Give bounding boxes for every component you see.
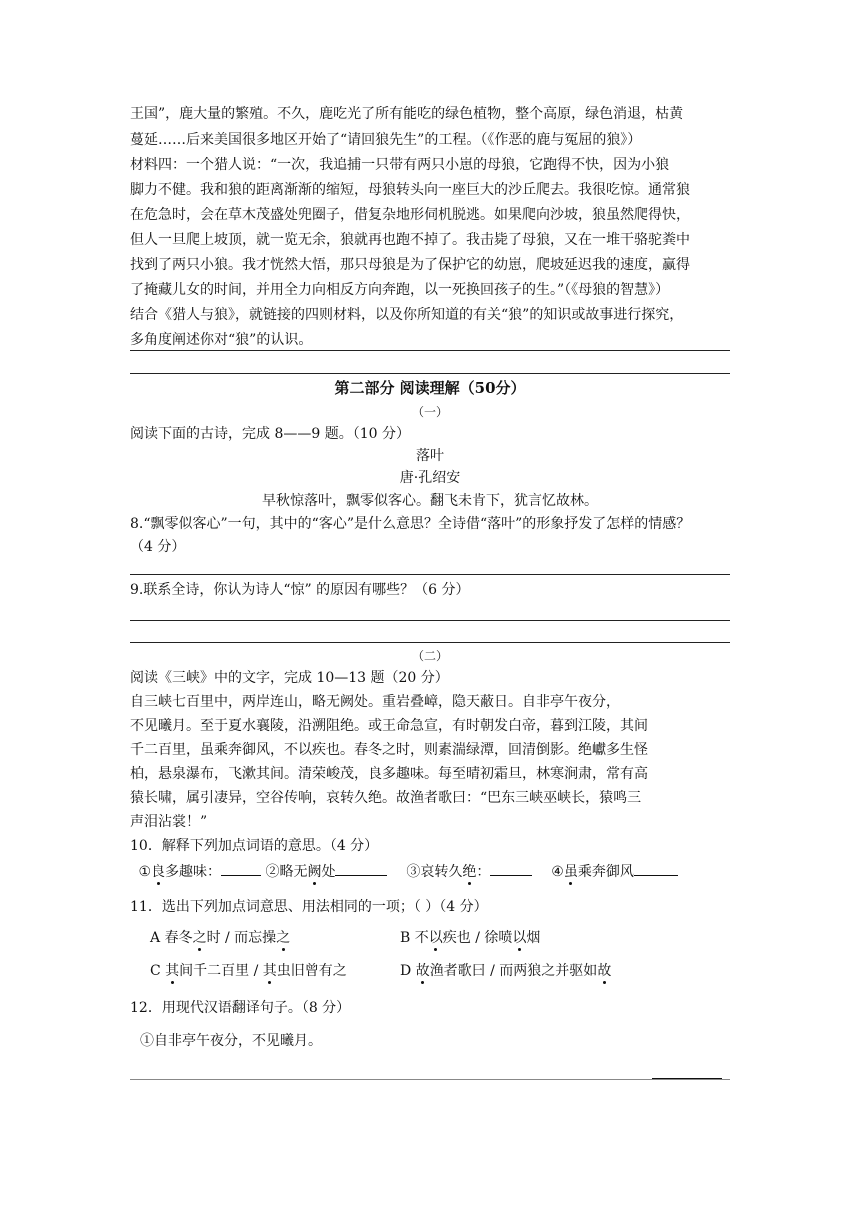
- passage-line: 自三峡七百里中，两岸连山，略无阙处。重岩叠嶂，隐天蔽日。自非亭午夜分，: [130, 694, 620, 710]
- option-label: A: [150, 930, 165, 946]
- q7-prompt-line2: 多角度阐述你对“狼”的认识。: [130, 332, 313, 348]
- answer-line: [130, 350, 730, 351]
- passage-line: 柏，悬泉瀑布，飞漱其间。清荣峻茂，良多趣味。每至晴初霜旦，林寒涧肃，常有高: [130, 766, 648, 782]
- material4-line: 了掩藏儿女的时间，并用全力向相反方向奔跑，以一死换回孩子的生。”（《母狼的智慧》）: [130, 282, 670, 298]
- option-text: 时 / 而忘操: [206, 930, 277, 946]
- option-text: 疾也 / 徐喷: [442, 930, 513, 946]
- option-label: C: [150, 963, 166, 979]
- q7-prompt-line1: 结合《猎人与狼》，就链接的四则材料，以及你所知道的有关“狼”的知识或故事进行探究，: [130, 307, 684, 323]
- q10-answer-blank-2[interactable]: [335, 861, 387, 876]
- dotted-char: 以: [512, 930, 527, 946]
- material3-line1: 王国”，鹿大量的繁殖。不久，鹿吃光了所有能吃的绿色植物，整个高原，绿色消退，枯黄: [130, 106, 684, 122]
- passage-line: 声泪沾裳！”: [130, 814, 208, 830]
- q10-item-num: ③: [406, 864, 421, 880]
- option-text: 渔者歌曰 / 而两狼之并驱如: [429, 963, 598, 979]
- dotted-char: 虽: [563, 864, 578, 880]
- q10-answer-blank-1[interactable]: [221, 861, 261, 876]
- section-2-intro: 阅读《三峡》中的文字，完成 10—13 题（20 分）: [130, 670, 449, 686]
- q11-option-b[interactable]: [400, 928, 540, 948]
- dotted-char: 之: [276, 930, 291, 946]
- passage-line: 千二百里，虽乘奔御风，不以疾也。春冬之时，则素湍绿潭，回清倒影。绝巘多生怪: [130, 742, 648, 758]
- answer-line[interactable]: [130, 1079, 730, 1080]
- option-label: D: [400, 963, 416, 979]
- q10-item-text: 处: [321, 864, 336, 880]
- q11-stem: 11．选出下列加点词意思、用法相同的一项；（ ）（4 分）: [130, 899, 488, 915]
- material4-line: 脚力不健。我和狼的距离渐渐的缩短，母狼转头向一座巨大的沙丘爬去。我很吃惊。通常狼: [130, 182, 690, 198]
- dotted-char: 以: [428, 930, 443, 946]
- answer-line: [130, 642, 730, 643]
- material4-line: 在危急时，会在草木茂盛处兜圈子，借复杂地形伺机脱逃。如果爬向沙坡，狼虽然爬得快，: [130, 207, 690, 223]
- q10-item-text: 乘奔御风: [577, 864, 634, 880]
- q11-option-a[interactable]: [150, 928, 290, 948]
- q11-option-c[interactable]: [150, 961, 347, 981]
- poem-title: 落叶: [416, 448, 444, 464]
- dotted-char: 之: [192, 930, 207, 946]
- poem-author: 唐·孔绍安: [399, 470, 461, 486]
- q8-score: （4 分）: [130, 539, 186, 555]
- q8-stem: 8.“飘零似客心”一句，其中的“客心”是什么意思？全诗借“落叶”的形象抒发了怎样的情感？: [130, 516, 691, 532]
- q10-item-text: 略无: [279, 864, 308, 880]
- section-2-label: （二）: [411, 649, 448, 663]
- q10-item-text: 多趣味：: [165, 864, 222, 880]
- dotted-char: 阙: [307, 864, 322, 880]
- q12-stem: 12．用现代汉语翻译句子。（8 分）: [130, 1000, 351, 1016]
- dotted-char: 绝: [462, 864, 477, 880]
- q9-stem: 9.联系全诗，你认为诗人“惊” 的原因有哪些？（6 分）: [130, 582, 470, 598]
- option-text: 间千二百里 /: [179, 963, 263, 979]
- part2-title: 第二部分 阅读理解（50分）: [334, 379, 526, 397]
- section-1-label: （一）: [411, 405, 448, 419]
- dotted-char: 其: [165, 963, 180, 979]
- q10-item-text: 哀转久: [420, 864, 463, 880]
- dotted-char: 其: [262, 963, 277, 979]
- q10-answer-blank-4[interactable]: [634, 861, 678, 876]
- option-label: B: [400, 930, 415, 946]
- dotted-char: 故: [415, 963, 430, 979]
- passage-line: 不见曦月。至于夏水襄陵，沿溯阻绝。或王命急宣，有时朝发白帝，暮到江陵，其间: [130, 718, 648, 734]
- option-text: 虫旧曾有之: [276, 963, 347, 979]
- q10-item-num: ②: [265, 864, 280, 880]
- dotted-char: 故: [597, 963, 612, 979]
- q12-item-1: ①自非亭午夜分，不见曦月。: [140, 1033, 322, 1049]
- q11-option-d[interactable]: [400, 961, 611, 981]
- q10-stem: 10．解释下列加点词语的意思。（4 分）: [130, 838, 379, 854]
- poem-text: 早秋惊落叶，飘零似客心。翻飞未肯下，犹言忆故林。: [262, 493, 598, 509]
- q10-answer-blank-3[interactable]: [490, 861, 532, 876]
- q10-item-num: ④: [551, 864, 564, 880]
- passage-line: 猿长啸，属引凄异，空谷传响，哀转久绝。故渔者歌曰：“巴东三峡巫峡长，猿鸣三: [130, 790, 642, 806]
- dotted-char: 良: [151, 864, 166, 880]
- answer-line: [130, 620, 730, 621]
- q10-items: [130, 861, 678, 882]
- material4-line: 但人一旦爬上坡顶，就一览无余，狼就再也跑不掉了。我击毙了母狼，又在一堆干骆驼粪中: [130, 232, 690, 248]
- q10-item-text: ：: [476, 864, 491, 880]
- section-1-intro: 阅读下面的古诗，完成 8——9 题。（10 分）: [130, 426, 410, 442]
- material4-line: 找到了两只小狼。我才恍然大悟，那只母狼是为了保护它的幼崽，爬坡延迟我的速度，赢得: [130, 257, 690, 273]
- answer-line: [130, 574, 730, 575]
- material4-line: 材料四：一个猎人说：“一次，我追捕一只带有两只小崽的母狼，它跑得不快，因为小狼: [130, 157, 670, 173]
- material3-line2: 蔓延……后来美国很多地区开始了“请回狼先生”的工程。（《作恶的鹿与冤屈的狼》）: [130, 132, 642, 148]
- option-text: 春冬: [164, 930, 193, 946]
- answer-line: [130, 373, 730, 374]
- answer-line-end: [652, 1078, 722, 1079]
- q10-item-num: ①: [138, 864, 152, 880]
- option-text: 烟: [526, 930, 541, 946]
- option-text: 不: [414, 930, 429, 946]
